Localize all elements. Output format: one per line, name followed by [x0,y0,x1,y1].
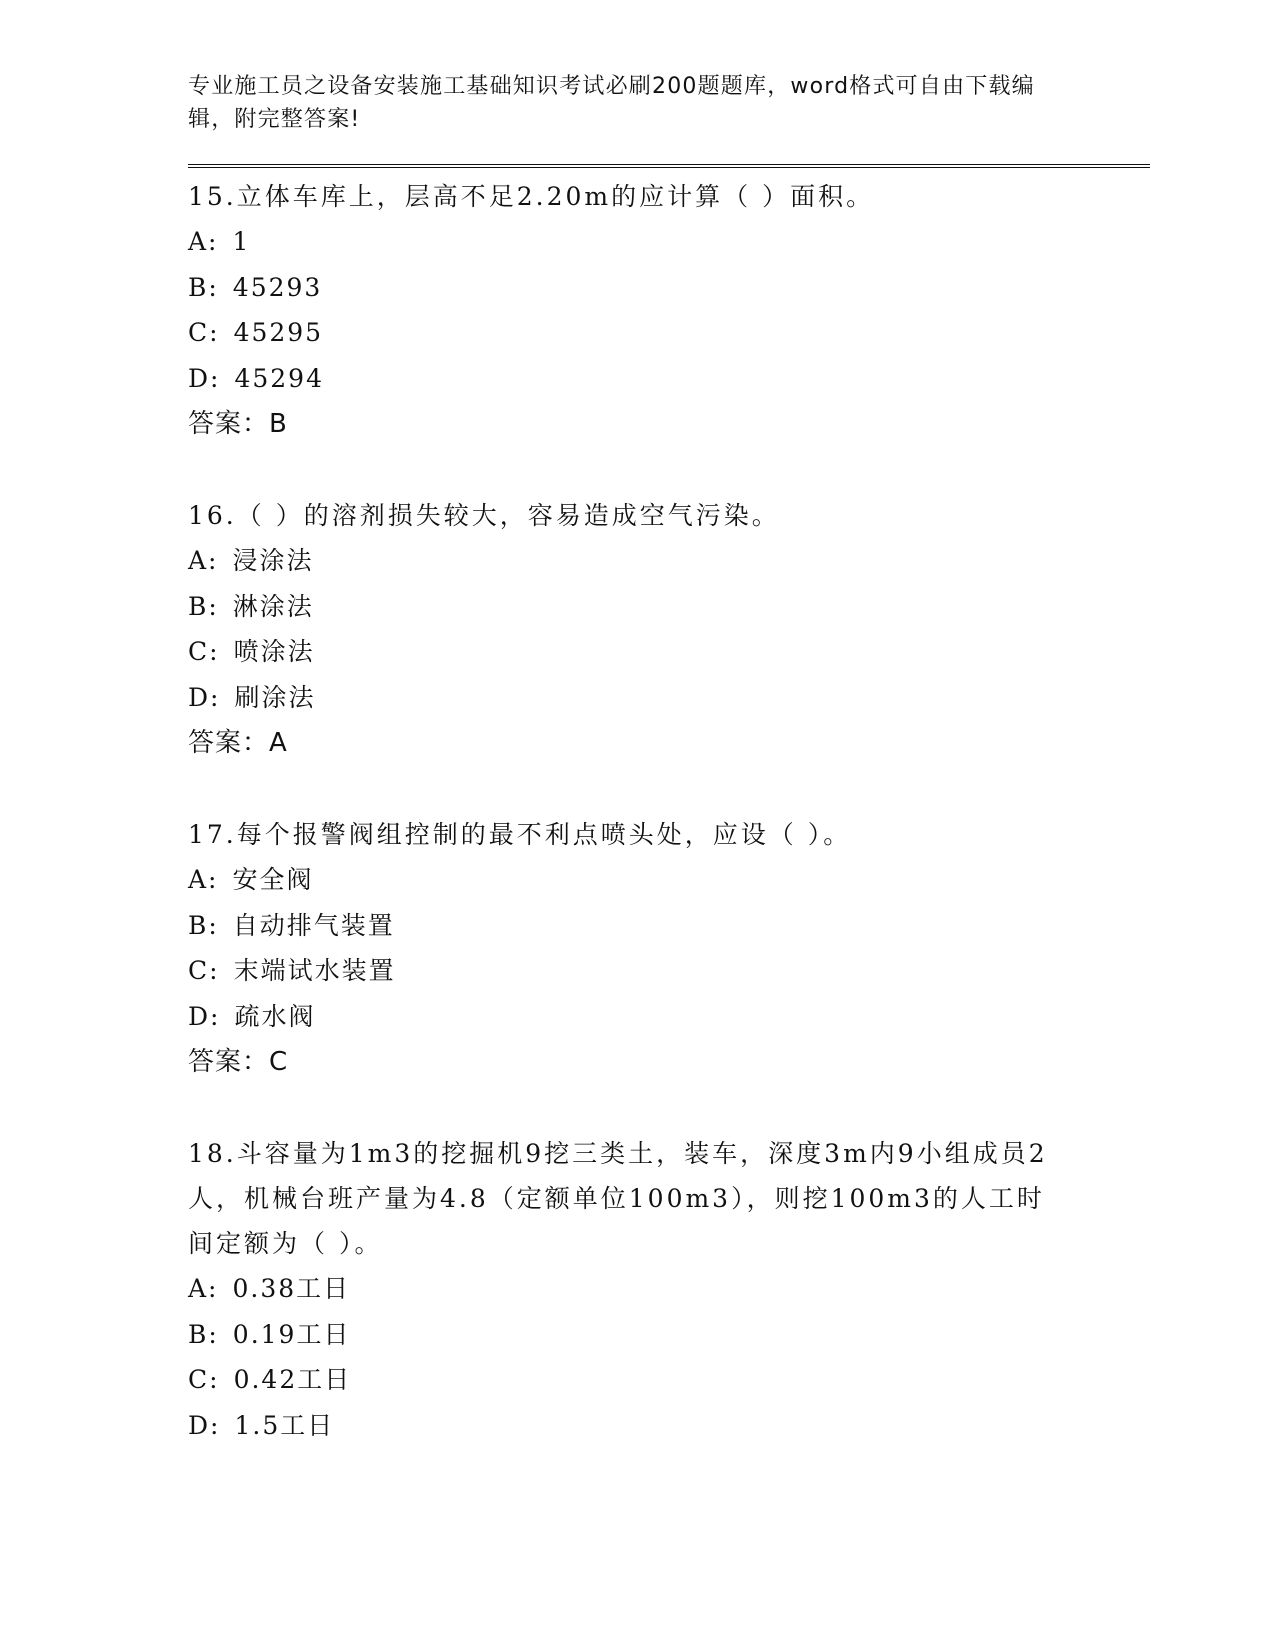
option-text: 浸涂法 [232,546,314,575]
option-label: D: [188,363,221,393]
option-label: B: [188,591,219,621]
document-title: 专业施工员之设备安装施工基础知识考试必刷200题题库，word格式可自由下载编辑，附完整答案! [188,74,1035,132]
option-label: A: [188,227,219,256]
option-a [188,857,1148,903]
option-text: 疏水阀 [234,1001,316,1031]
option-text: 45295 [233,318,324,347]
option-label: D: [188,1001,221,1031]
option-c [188,948,1148,994]
option-text: 1 [232,227,251,256]
option-text: 0.42工日 [233,1365,352,1394]
option-b [188,903,1148,949]
question-text: 15.立体车库上，层高不足2.20m的应计算（ ）面积。 [188,182,875,211]
option-b [188,584,1148,630]
option-a [188,219,1148,265]
answer-line: 答案：A [188,728,288,758]
question-16 [188,493,1148,765]
option-label: C: [188,637,220,666]
option-text: 喷涂法 [233,637,315,666]
option-d [188,675,1148,721]
option-text: 1.5工日 [234,1410,335,1440]
document-page [188,70,1148,1495]
option-text: 0.38工日 [232,1274,351,1303]
option-c [188,629,1148,675]
question-17 [188,812,1148,1084]
option-text: 安全阀 [232,865,314,894]
option-text: 自动排气装置 [232,910,395,940]
option-text: 45293 [232,272,323,302]
option-a [188,1266,1148,1312]
option-label: A: [188,865,219,894]
option-text: 末端试水装置 [233,956,396,985]
option-a [188,538,1148,584]
option-label: C: [188,1365,220,1394]
option-label: A: [188,1274,219,1303]
option-label: C: [188,318,220,347]
option-text: 刷涂法 [234,682,316,712]
option-c [188,1357,1148,1403]
answer-line: 答案：C [188,1047,289,1077]
question-text: 17.每个报警阀组控制的最不利点喷头处，应设（ ）。 [188,820,852,849]
option-text: 淋涂法 [232,591,314,621]
option-label: D: [188,682,221,712]
option-label: D: [188,1410,221,1440]
question-list [188,174,1148,1448]
option-label: A: [188,546,219,575]
question-18 [188,1131,1148,1448]
question-15 [188,174,1148,446]
option-b [188,1312,1148,1358]
option-d [188,356,1148,402]
option-d [188,1403,1148,1449]
option-b [188,265,1148,311]
question-text: 18.斗容量为1m3的挖掘机9挖三类土，装车，深度3m内9小组成员2人，机械台班产量为4.8（定额单位100m3），则挖100m3的人工时间定额为（ ）。 [188,1139,1048,1258]
option-label: B: [188,272,219,302]
option-label: C: [188,956,220,985]
option-d [188,994,1148,1040]
option-c [188,310,1148,356]
option-label: B: [188,910,219,940]
option-text: 0.19工日 [232,1319,351,1349]
option-label: B: [188,1319,219,1349]
answer-line: 答案：B [188,409,288,439]
double-rule-divider [188,164,1150,168]
question-text: 16.（ ）的溶剂损失较大，容易造成空气污染。 [188,501,780,530]
option-text: 45294 [234,363,324,393]
